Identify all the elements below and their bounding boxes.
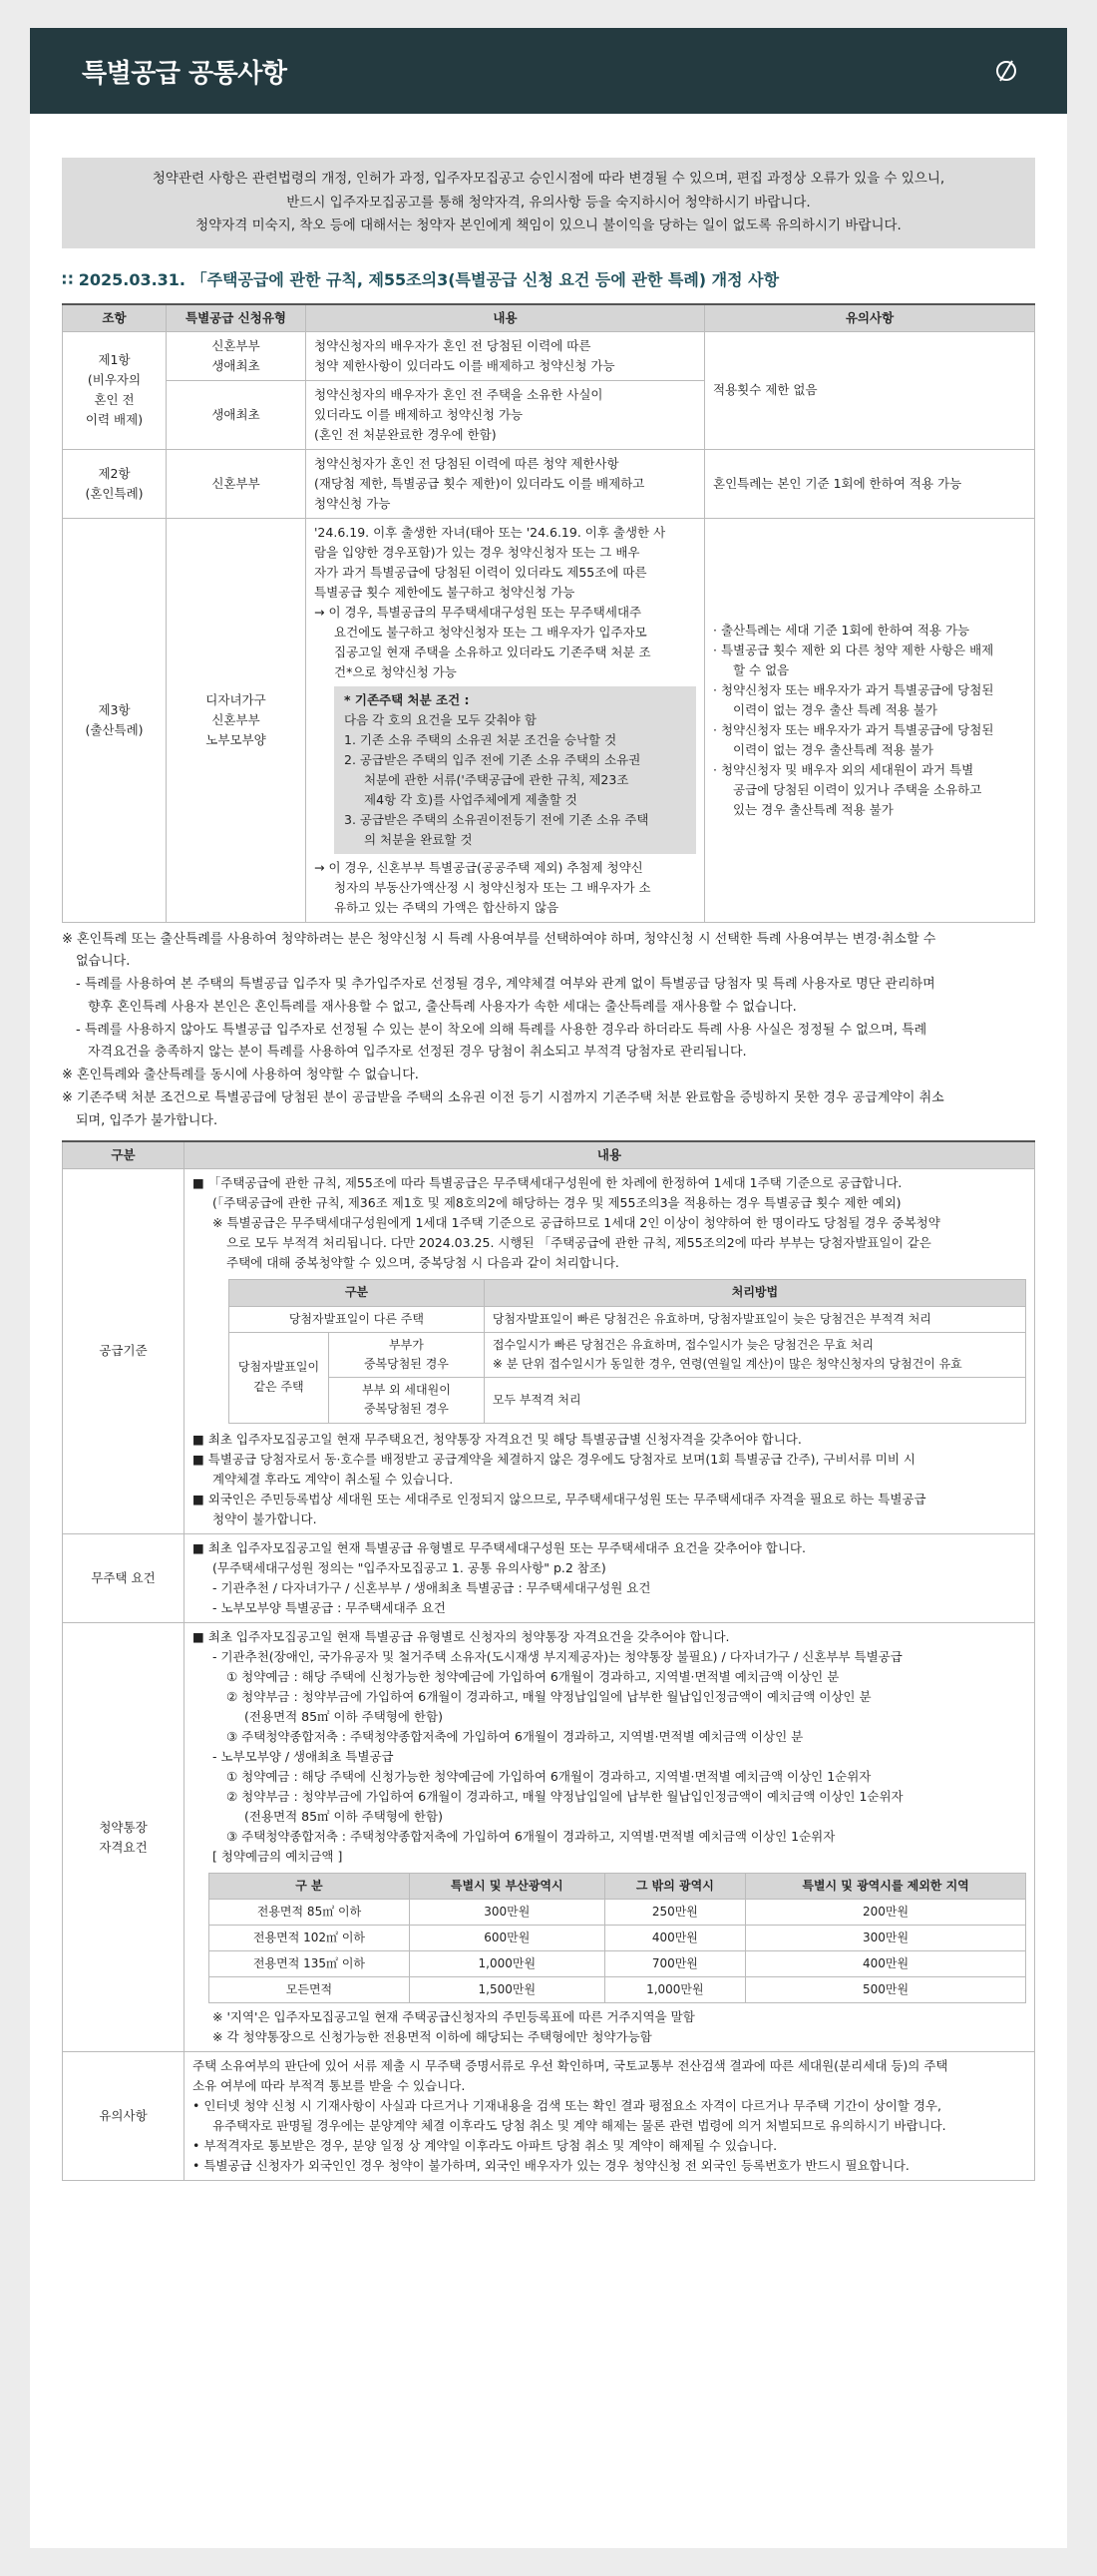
col-header: 내용 xyxy=(184,1141,1035,1169)
content-text: → 이 경우, 신혼부부 특별공급(공공주택 제외) 추첨제 청약신 xyxy=(314,859,643,875)
text-line: • 부적격자로 통보받은 경우, 분양 일정 상 계약일 이후라도 아파트 당첨 취소 및 계약이 해제될 수 있습니다. xyxy=(192,2138,778,2154)
content-card xyxy=(30,28,1067,2548)
clause-text: (출산특례) xyxy=(85,721,144,737)
content-cell xyxy=(306,331,705,380)
cell-text: 중복당첨된 경우 xyxy=(363,1402,449,1417)
note-text: · 청약신청자 또는 배우자가 과거 특별공급에 당첨된 xyxy=(713,721,994,737)
content-text: 청약신청자의 배우자가 혼인 전 주택을 소유한 사실이 xyxy=(314,386,603,402)
note-line: - 특례를 사용하지 않아도 특별공급 입주자로 선정될 수 있는 분이 착오에 의해 특례를 사용한 경우라 하더라도 특례 사용 사실은 정정될 수 없으며, 특례 xyxy=(76,1022,927,1038)
note-line: - 특례를 사용하여 본 주택의 특별공급 입주자 및 추가입주자로 선정될 경우, 계약체결 여부와 관계 없이 특별공급 당첨자 및 특례 사용자로 명단 관리하며 xyxy=(76,977,935,993)
type-text: 신혼부부 xyxy=(211,337,260,353)
content-text: (혼인 전 처분완료한 경우에 한함) xyxy=(314,426,497,442)
cell-text: 중복당첨된 경우 xyxy=(363,1356,449,1371)
note-line: 향후 혼인특례 사용자 본인은 혼인특례를 재사용할 수 없고, 출산특례 사용자가 속한 세대는 출산특례를 재사용할 수 없습니다. xyxy=(88,999,797,1015)
clause-cell xyxy=(63,331,167,449)
col-header: 조항 xyxy=(63,304,167,332)
text-line: - 기관추천 / 다자녀가구 / 신혼부부 / 생애최초 특별공급 : 무주택세대구성원 요건 xyxy=(212,1579,651,1595)
content-text: 집공고일 현재 주택을 소유하고 있더라도 기존주택 처분 조 xyxy=(334,644,651,659)
notice-line: 반드시 입주자모집공고를 통해 청약자격, 유의사항 등을 숙지하시어 청약하시기 바랍니다. xyxy=(286,194,811,211)
content-cell xyxy=(306,449,705,518)
condition-box xyxy=(334,686,696,854)
note-cell xyxy=(705,518,1035,922)
cell: 1,000만원 xyxy=(409,1951,604,1977)
note-text: 있는 경우 출산특례 적용 불가 xyxy=(733,801,894,817)
content-cell xyxy=(306,380,705,449)
cell-text: 같은 주택 xyxy=(253,1379,304,1394)
col-header: 내용 xyxy=(306,304,705,332)
cell: 전용면적 102㎡ 이하 xyxy=(209,1925,410,1950)
cell: 전용면적 135㎡ 이하 xyxy=(209,1951,410,1977)
row-content xyxy=(184,1622,1035,2052)
text-line: ③ 주택청약종합저축 : 주택청약종합저축에 가입하여 6개월이 경과하고, 지역별·면적별 예치금액 이상인 1순위자 xyxy=(226,1828,836,1844)
label-text: 자격요건 xyxy=(99,1839,148,1855)
text-line: ※ '지역'은 입주자모집공고일 현재 주택공급신청자의 주민등록표에 따른 거주지역을 말함 xyxy=(212,2009,695,2025)
text-line: 유주택자로 판명될 경우에는 분양계약 체결 이후라도 당첨 취소 및 계약 해제는 물론 관련 법령에 의거 처벌되므로 유의하시기 바랍니다. xyxy=(212,2118,946,2134)
cell: 당첨자발표일이 다른 주택 xyxy=(229,1306,485,1332)
cell xyxy=(229,1332,329,1423)
col-header: 구 분 xyxy=(209,1873,410,1899)
cell: 700만원 xyxy=(604,1951,746,1977)
text-line: (전용면적 85㎡ 이하 주택형에 한함) xyxy=(244,1708,443,1724)
content-text: 특별공급 횟수 제한에도 불구하고 청약신청 가능 xyxy=(314,584,575,600)
content-text: 람을 입양한 경우포함)가 있는 경우 청약신청자 또는 그 배우 xyxy=(314,544,640,560)
note-line: 없습니다. xyxy=(76,954,131,970)
row-label: 유의사항 xyxy=(63,2052,184,2181)
label-text: 청약통장 xyxy=(99,1819,148,1835)
section-title: ∷ 2025.03.31. 「주택공급에 관한 규칙, 제55조의3(특별공급 신청 요건 등에 관한 특례) 개정 사항 xyxy=(62,269,780,289)
col-header: 유의사항 xyxy=(705,304,1035,332)
col-header: 그 밖의 광역시 xyxy=(604,1873,746,1899)
cell: 300만원 xyxy=(746,1925,1026,1950)
cell: 1,000만원 xyxy=(604,1977,746,2003)
text-line: ③ 주택청약종합저축 : 주택청약종합저축에 가입하여 6개월이 경과하고, 지역별·면적별 예치금액 이상인 분 xyxy=(226,1728,804,1744)
text-line: • 특별공급 신청자가 외국인인 경우 청약이 불가하며, 외국인 배우자가 있는 경우 청약신청 전 외국인 등록번호가 반드시 필요합니다. xyxy=(192,2158,910,2174)
cell: 모든면적 xyxy=(209,1977,410,2003)
note-line: ※ 기존주택 처분 조건으로 특별공급에 당첨된 분이 공급받을 주택의 소유권 이전 등기 시점까지 기존주택 처분 완료함을 증빙하지 못한 경우 공급계약이 취소 xyxy=(62,1089,944,1105)
cell-text: 접수일시가 빠른 당첨건은 유효하며, 접수일시가 늦은 당첨건은 무효 처리 xyxy=(492,1337,874,1352)
col-header: 특별시 및 광역시를 제외한 지역 xyxy=(746,1873,1026,1899)
note-cell: 적용횟수 제한 없음 xyxy=(705,331,1035,449)
type-cell: 생애최초 xyxy=(167,380,306,449)
type-cell: 신혼부부 xyxy=(167,449,306,518)
text-line: 으로 모두 부적격 처리됩니다. 다만 2024.03.25. 시행된 「주택공급에 관한 규칙, 제55조의2에 따라 부부는 당첨자발표일이 같은 xyxy=(226,1235,931,1251)
cell: 400만원 xyxy=(746,1951,1026,1977)
box-text: 의 처분을 완료할 것 xyxy=(364,831,473,847)
cell xyxy=(329,1378,485,1423)
table-row xyxy=(209,1925,1026,1950)
box-text: 1. 기존 소유 주택의 소유권 처분 조건을 승낙할 것 xyxy=(344,731,617,747)
content-text: 유하고 있는 주택의 가액은 합산하지 않음 xyxy=(334,899,559,915)
box-text: * 기존주택 처분 조건 : xyxy=(344,691,470,707)
table-row xyxy=(209,1977,1026,2003)
clause-cell xyxy=(63,449,167,518)
note-text: · 청약신청자 및 배우자 외의 세대원이 과거 특별 xyxy=(713,761,974,777)
text-line: ■ 최초 입주자모집공고일 현재 특별공급 유형별로 신청자의 청약통장 자격요건을 갖추어야 합니다. xyxy=(192,1628,730,1644)
cell: 당첨자발표일이 빠른 당첨건은 유효하며, 당첨자발표일이 늦은 당첨건은 부적격 처리 xyxy=(484,1306,1025,1332)
text-line: ■ 최초 입주자모집공고일 현재 특별공급 유형별로 무주택세대구성원 또는 무주택세대주 요건을 갖추어야 합니다. xyxy=(192,1539,806,1555)
duplicate-win-table xyxy=(228,1279,1026,1423)
circle-slash-icon[interactable] xyxy=(991,56,1021,86)
clause-text: (혼인특례) xyxy=(85,485,144,501)
cell: 200만원 xyxy=(746,1899,1026,1925)
cell: 500만원 xyxy=(746,1977,1026,2003)
col-header: 특별공급 신청유형 xyxy=(167,304,306,332)
note-cell: 혼인특례는 본인 기준 1회에 한하여 적용 가능 xyxy=(705,449,1035,518)
clause-text: 제1항 xyxy=(98,352,131,368)
col-header: 처리방법 xyxy=(484,1280,1025,1306)
text-line: 주택 소유여부의 판단에 있어 서류 제출 시 무주택 증명서류로 우선 확인하며, 국토교통부 전산검색 결과에 따른 세대원(분리세대 등)의 주택 xyxy=(192,2058,948,2074)
text-line: ① 청약예금 : 해당 주택에 신청가능한 청약예금에 가입하여 6개월이 경과하고, 지역별·면적별 예치금액 이상인 1순위자 xyxy=(226,1768,872,1784)
note-text: · 청약신청자 또는 배우자가 과거 특별공급에 당첨된 xyxy=(713,681,994,697)
note-line: ※ 혼인특례와 출산특례를 동시에 사용하여 청약할 수 없습니다. xyxy=(62,1068,419,1083)
cell: 모두 부적격 처리 xyxy=(484,1378,1025,1423)
notice-box xyxy=(62,158,1035,248)
row-content xyxy=(184,1533,1035,1622)
type-text: 노부모부양 xyxy=(205,731,266,747)
content-text: 청약신청자의 배우자가 혼인 전 당첨된 이력에 따른 xyxy=(314,337,591,353)
cell: 전용면적 85㎡ 이하 xyxy=(209,1899,410,1925)
text-line: ■ 최초 입주자모집공고일 현재 무주택요건, 청약통장 자격요건 및 해당 특별공급별 신청자격을 갖추어야 합니다. xyxy=(192,1431,802,1447)
cell: 1,500만원 xyxy=(409,1977,604,2003)
cell-text: ※ 분 단위 접수일시가 동일한 경우, 연령(연월일 계산)이 많은 청약신청자의 당첨건이 유효 xyxy=(492,1356,962,1371)
amendment-table xyxy=(62,303,1035,923)
cell-text: 당첨자발표일이 xyxy=(237,1360,320,1375)
content-text: 자가 과거 특별공급에 당첨된 이력이 있더라도 제55조에 따른 xyxy=(314,564,647,580)
text-line: 청약이 불가합니다. xyxy=(212,1510,317,1526)
content-text: → 이 경우, 특별공급의 무주택세대구성원 또는 무주택세대주 xyxy=(314,604,642,620)
note-text: · 특별공급 횟수 제한 외 다른 청약 제한 사항은 배제 xyxy=(713,642,994,657)
clause-cell xyxy=(63,518,167,922)
row-label: 공급기준 xyxy=(63,1169,184,1533)
text-line: ■ 외국인은 주민등록법상 세대원 또는 세대주로 인정되지 않으므로, 무주택세대구성원 또는 무주택세대주 자격을 필요로 하는 특별공급 xyxy=(192,1491,926,1506)
text-line: ② 청약부금 : 청약부금에 가입하여 6개월이 경과하고, 매월 약정납입일에 납부한 월납입인정금액이 예치금액 이상인 분 xyxy=(226,1688,872,1704)
type-text: 생애최초 xyxy=(211,357,260,373)
content-text: 청약 제한사항이 있더라도 이를 배제하고 청약신청 가능 xyxy=(314,357,615,373)
text-line: 주택에 대해 중복청약할 수 있으며, 중복당첨 시 다음과 같이 처리합니다. xyxy=(226,1255,619,1271)
text-line: ② 청약부금 : 청약부금에 가입하여 6개월이 경과하고, 매월 약정납입일에 납부한 월납입인정금액이 예치금액 이상인 1순위자 xyxy=(226,1788,904,1804)
content-cell xyxy=(306,518,705,922)
main-content xyxy=(62,158,1035,2181)
table-row xyxy=(209,1951,1026,1977)
box-text: 3. 공급받은 주택의 소유권이전등기 전에 기존 소유 주택 xyxy=(344,811,649,827)
note-line: 되며, 입주가 불가합니다. xyxy=(76,1112,218,1128)
box-text: 처분에 관한 서류('주택공급에 관한 규칙, 제23조 xyxy=(364,771,629,787)
text-line: 계약체결 후라도 계약이 취소될 수 있습니다. xyxy=(212,1471,454,1487)
text-line: - 기관추천(장애인, 국가유공자 및 철거주택 소유자(도시재생 부지제공자)는 청약통장 불필요) / 다자녀가구 / 신혼부부 특별공급 xyxy=(212,1648,903,1664)
box-text: 다음 각 호의 요건을 모두 갖춰야 함 xyxy=(344,711,537,727)
type-text: 디자녀가구 xyxy=(205,691,266,707)
text-line: ※ 각 청약통장으로 신청가능한 전용면적 이하에 해당되는 주택형에만 청약가능함 xyxy=(212,2029,652,2045)
page-header xyxy=(30,28,1067,114)
cell: 300만원 xyxy=(409,1899,604,1925)
type-cell xyxy=(167,331,306,380)
common-table xyxy=(62,1140,1035,2181)
col-header: 특별시 및 부산광역시 xyxy=(409,1873,604,1899)
box-text: 제4항 각 호)를 사업주체에게 제출할 것 xyxy=(364,791,577,807)
text-line: • 인터넷 청약 신청 시 기재사항이 사실과 다르거나 기재내용을 검색 또는 확인 결과 평점요소 자격이 다르거나 무주택 기간이 상이할 경우, xyxy=(192,2098,941,2114)
text-line: ■ 특별공급 당첨자로서 동·호수를 배정받고 공급계약을 체결하지 않은 경우에도 당첨자로 보며(1회 특별공급 간주), 구비서류 미비 시 xyxy=(192,1451,915,1467)
text-line: ① 청약예금 : 해당 주택에 신청가능한 청약예금에 가입하여 6개월이 경과하고, 지역별·면적별 예치금액 이상인 분 xyxy=(226,1668,840,1684)
cell: 250만원 xyxy=(604,1899,746,1925)
text-line: - 노부모부양 특별공급 : 무주택세대주 요건 xyxy=(212,1599,446,1615)
type-cell xyxy=(167,518,306,922)
col-header: 구분 xyxy=(229,1280,485,1306)
clause-text: 이력 배제) xyxy=(85,412,144,428)
clause-text: 혼인 전 xyxy=(94,392,135,408)
deposit-table xyxy=(208,1873,1026,2004)
notes-block xyxy=(62,929,1035,1133)
col-header: 구분 xyxy=(63,1141,184,1169)
content-text: (재당첨 제한, 특별공급 횟수 제한)이 있더라도 이를 배제하고 xyxy=(314,475,645,491)
text-line: (「주택공급에 관한 규칙, 제36조 제1호 및 제8호의2에 해당하는 경우 및 제55조의3을 적용하는 경우 특별공급 횟수 제한 예외) xyxy=(212,1195,902,1211)
clause-text: 제3항 xyxy=(98,701,131,717)
cell: 400만원 xyxy=(604,1925,746,1950)
page-title: 특별공급 공통사항 xyxy=(82,59,287,89)
notice-line: 청약자격 미숙지, 착오 등에 대해서는 청약자 본인에게 책임이 있으니 불이익을 당하는 일이 없도록 유의하시기 바랍니다. xyxy=(195,217,902,234)
text-line: [ 청약예금의 예치금액 ] xyxy=(212,1848,343,1864)
clause-text: 제2항 xyxy=(98,465,131,481)
note-text: 이력이 없는 경우 출산특례 적용 불가 xyxy=(733,741,933,757)
content-text: 건*으로 청약신청 가능 xyxy=(334,663,457,679)
clause-text: (비우자의 xyxy=(87,372,142,388)
note-line: ※ 혼인특례 또는 출산특례를 사용하여 청약하려는 분은 청약신청 시 특례 사용여부를 선택하여야 하며, 청약신청 시 선택한 특례 사용여부는 변경·취소할 수 xyxy=(62,931,936,947)
row-content xyxy=(184,1169,1035,1533)
text-line: 소유 여부에 따라 부적격 통보를 받을 수 있습니다. xyxy=(192,2078,466,2094)
text-line: ※ 특별공급은 무주택세대구성원에게 1세대 1주택 기준으로 공급하므로 1세대 2인 이상이 청약하여 한 명이라도 당첨될 경우 중복청약 xyxy=(212,1215,940,1231)
text-line: (전용면적 85㎡ 이하 주택형에 한함) xyxy=(244,1808,443,1824)
row-content xyxy=(184,2052,1035,2181)
row-label: 무주택 요건 xyxy=(63,1533,184,1622)
text-line: (무주택세대구성원 정의는 "입주자모집공고 1. 공통 유의사항" p.2 참조) xyxy=(212,1559,606,1575)
notice-line: 청약관련 사항은 관련법령의 개정, 인허가 과정, 입주자모집공고 승인시점에 따라 변경될 수 있으며, 편집 과정상 오류가 있을 수 있으니, xyxy=(152,171,945,187)
content-text: 청자의 부동산가액산정 시 청약신청자 또는 그 배우자가 소 xyxy=(334,879,651,895)
cell xyxy=(484,1332,1025,1377)
content-text: 있더라도 이를 배제하고 청약신청 가능 xyxy=(314,406,524,422)
note-line: 자격요건을 충족하지 않는 분이 특례를 사용하여 입주자로 선정된 경우 당첨이 취소되고 부적격 당첨자로 관리됩니다. xyxy=(88,1045,747,1061)
cell-text: 부부 외 세대원이 xyxy=(362,1383,451,1398)
content-text: '24.6.19. 이후 출생한 자녀(태아 또는 '24.6.19. 이후 출생한 사 xyxy=(314,524,666,540)
content-text: 청약신청 가능 xyxy=(314,495,391,511)
table-row xyxy=(209,1899,1026,1925)
cell: 600만원 xyxy=(409,1925,604,1950)
content-text: 요건에도 불구하고 청약신청자 또는 그 배우자가 입주자모 xyxy=(334,624,647,640)
note-text: 공급에 당첨된 이력이 있거나 주택을 소유하고 xyxy=(733,781,982,797)
note-text: 이력이 없는 경우 출산 특례 적용 불가 xyxy=(733,701,937,717)
cell-text: 부부가 xyxy=(389,1337,424,1352)
content-text: 청약신청자가 혼인 전 당첨된 이력에 따른 청약 제한사항 xyxy=(314,455,619,471)
text-line: - 노부모부양 / 생애최초 특별공급 xyxy=(212,1748,394,1764)
row-label xyxy=(63,1622,184,2052)
text-line: ■ 「주택공급에 관한 규칙, 제55조에 따라 특별공급은 무주택세대구성원에 한 차례에 한정하여 1세대 1주택 기준으로 공급합니다. xyxy=(192,1175,903,1191)
note-text: · 출산특례는 세대 기준 1회에 한하여 적용 가능 xyxy=(713,622,970,638)
note-text: 할 수 없음 xyxy=(733,661,790,677)
cell xyxy=(329,1332,485,1377)
type-text: 신혼부부 xyxy=(211,711,260,727)
box-text: 2. 공급받은 주택의 입주 전에 기존 소유 주택의 소유권 xyxy=(344,751,641,767)
